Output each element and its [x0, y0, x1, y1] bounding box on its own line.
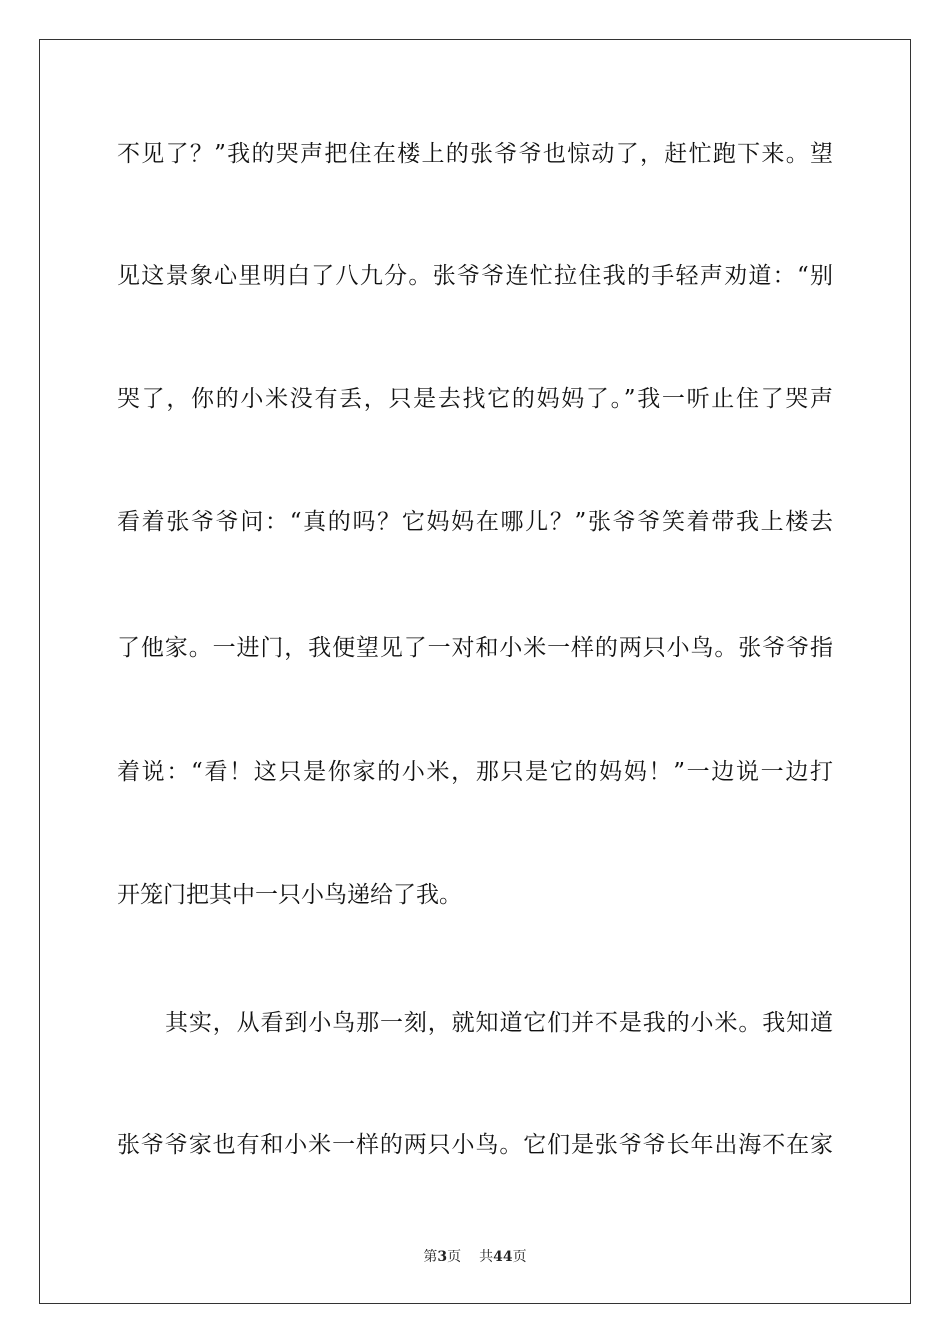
page-prefix: 第	[423, 1249, 438, 1265]
text-line: 张爷爷家也有和小米一样的两只小鸟。它们是张爷爷长年出海不在家	[117, 1132, 833, 1158]
text-line: 哭了，你的小米没有丢，只是去找它的妈妈了。”我一听止住了哭声	[117, 386, 833, 412]
total-prefix: 共	[479, 1249, 494, 1265]
page-border	[39, 39, 911, 1304]
text-line: 不见了？”我的哭声把住在楼上的张爷爷也惊动了，赶忙跑下来。望	[117, 141, 833, 167]
text-line: 了他家。一进门，我便望见了一对和小米一样的两只小鸟。张爷爷指	[117, 635, 833, 661]
page-number: 3	[437, 1249, 448, 1265]
total-pages: 44	[493, 1249, 513, 1265]
paragraph-first-line: 其实，从看到小鸟那一刻，就知道它们并不是我的小米。我知道	[165, 1010, 833, 1036]
text-line: 着说：“看！这只是你家的小米，那只是它的妈妈！”一边说一边打	[117, 759, 833, 785]
text-line: 开笼门把其中一只小鸟递给了我。	[117, 882, 462, 908]
text-line: 看着张爷爷问：“真的吗？它妈妈在哪儿？”张爷爷笑着带我上楼去	[117, 509, 833, 535]
page-footer	[0, 1247, 950, 1267]
page-suffix: 页	[447, 1249, 462, 1265]
text-line: 见这景象心里明白了八九分。张爷爷连忙拉住我的手轻声劝道：“别	[117, 263, 833, 289]
total-suffix: 页	[512, 1249, 527, 1265]
